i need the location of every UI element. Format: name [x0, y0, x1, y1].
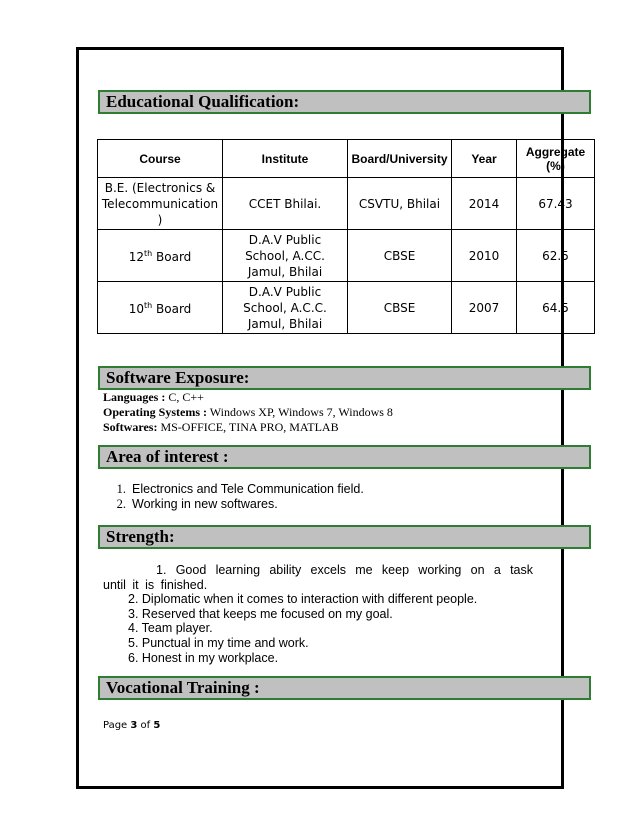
languages-line	[103, 390, 393, 405]
cell-institute: D.A.V Public School, A.C.C. Jamul, Bhilai	[223, 282, 348, 334]
section-header-interest: Area of interest :	[98, 445, 591, 469]
os-value: Windows XP, Windows 7, Windows 8	[207, 405, 393, 419]
list-item: 2. Working in new softwares.	[116, 497, 278, 511]
cell-year: 2014	[452, 178, 517, 230]
header-board: Board/University	[348, 140, 452, 178]
section-header-software: Software Exposure:	[98, 366, 591, 390]
cell-board: CBSE	[348, 230, 452, 282]
languages-value: C, C++	[165, 390, 204, 404]
os-label: Operating Systems :	[103, 405, 207, 419]
list-item: 1. Electronics and Tele Communication field.	[116, 482, 364, 496]
list-item: 1. Good learning ability excels me keep working on a task until it is finished.	[103, 563, 533, 592]
section-header-strength: Strength:	[98, 525, 591, 549]
header-aggregate: Aggregate (%)	[517, 140, 595, 178]
header-institute: Institute	[223, 140, 348, 178]
list-item: 3. Reserved that keeps me focused on my goal.	[128, 606, 393, 621]
softwares-label: Softwares:	[103, 420, 158, 434]
cell-course: 10th Board	[98, 282, 223, 334]
table-row	[98, 178, 595, 230]
cell-aggregate: 67.43	[517, 178, 595, 230]
cell-board: CSVTU, Bhilai	[348, 178, 452, 230]
softwares-value: MS-OFFICE, TINA PRO, MATLAB	[157, 420, 339, 434]
strength-list	[103, 563, 533, 665]
cell-aggregate: 64.5	[517, 282, 595, 334]
section-header-vocational: Vocational Training :	[98, 676, 591, 700]
table-row	[98, 230, 595, 282]
list-item: 2. Diplomatic when it comes to interaction with different people.	[128, 592, 478, 607]
cell-year: 2010	[452, 230, 517, 282]
table-header-row	[98, 140, 595, 178]
interest-list	[103, 482, 364, 512]
list-item: 4. Team player.	[128, 621, 213, 636]
education-table	[97, 139, 595, 334]
cell-institute: CCET Bhilai.	[223, 178, 348, 230]
cell-board: CBSE	[348, 282, 452, 334]
list-item: 5. Punctual in my time and work.	[128, 635, 309, 650]
list-item: 6. Honest in my workplace.	[128, 650, 279, 665]
cell-course: B.E. (Electronics & Telecommunication )	[98, 178, 223, 230]
page-footer: Page 3 of 5	[103, 720, 161, 731]
cell-aggregate: 62.5	[517, 230, 595, 282]
softwares-line	[103, 420, 393, 435]
section-header-education: Educational Qualification:	[98, 90, 591, 114]
cell-course: 12th Board	[98, 230, 223, 282]
header-year: Year	[452, 140, 517, 178]
cell-year: 2007	[452, 282, 517, 334]
cell-institute: D.A.V Public School, A.CC. Jamul, Bhilai	[223, 230, 348, 282]
header-course: Course	[98, 140, 223, 178]
table-row	[98, 282, 595, 334]
software-exposure	[103, 390, 393, 435]
languages-label: Languages :	[103, 390, 166, 404]
os-line	[103, 405, 393, 420]
